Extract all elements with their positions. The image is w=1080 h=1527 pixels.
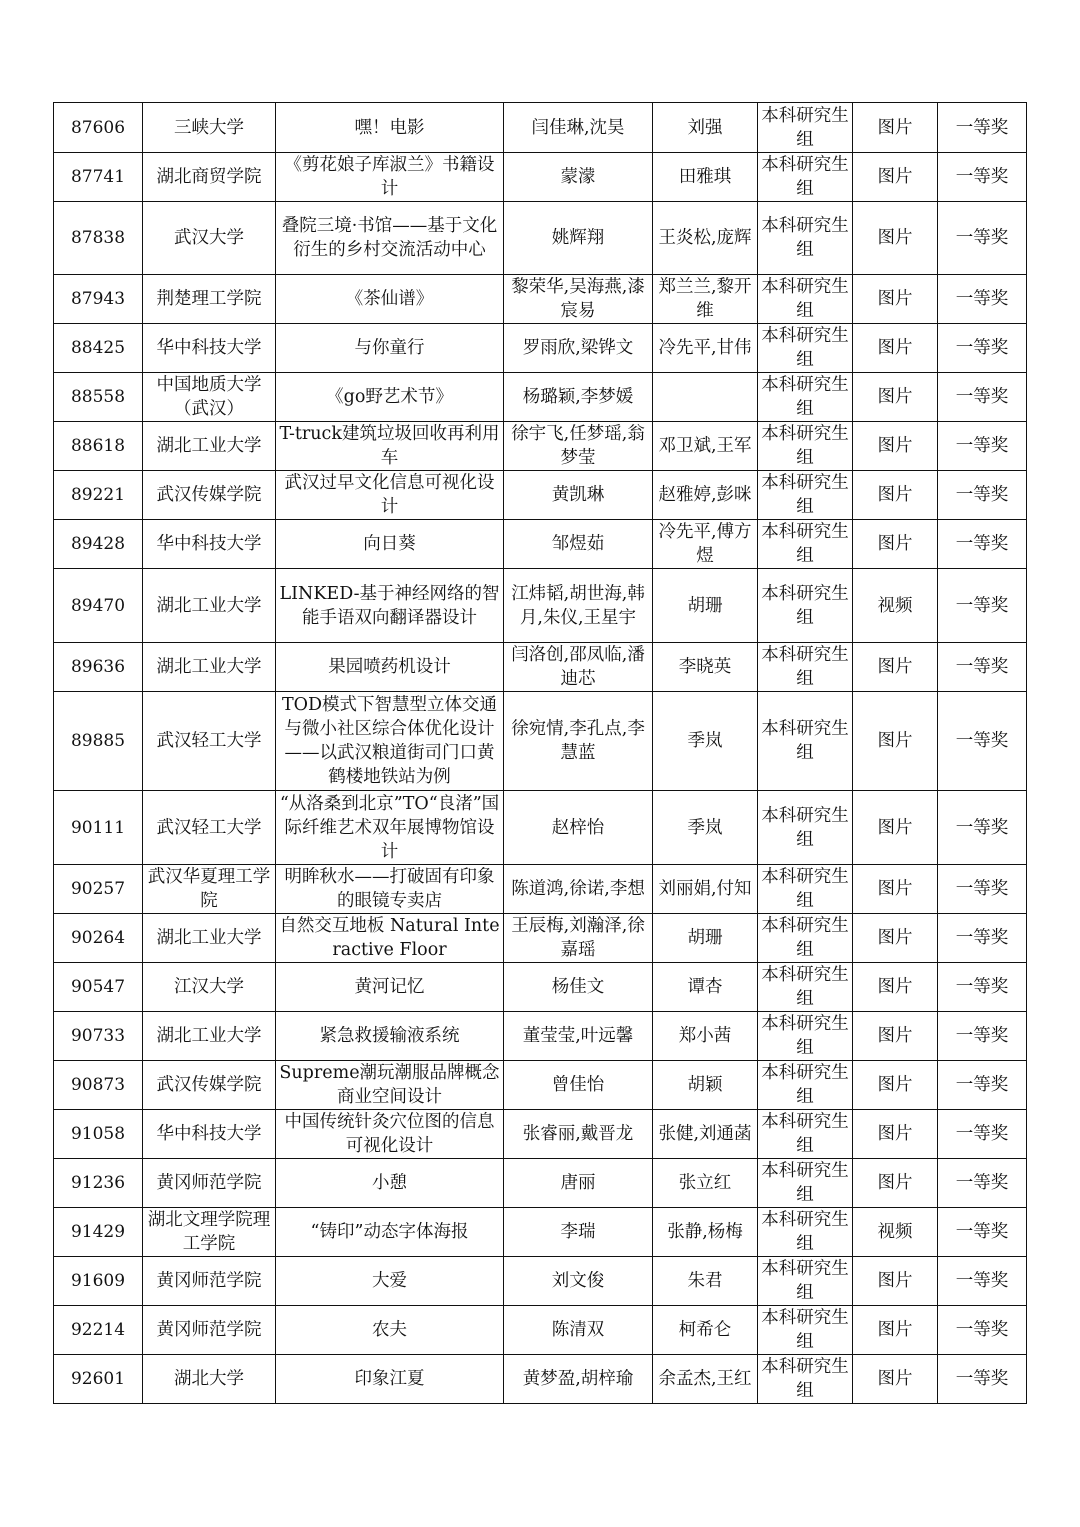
advisor-cell: 张立红 [653, 1159, 758, 1208]
advisor-cell: 刘丽娟,付知 [653, 865, 758, 914]
entry-id-cell: 89221 [54, 471, 143, 520]
entry-id-cell: 87943 [54, 275, 143, 324]
entry-id-cell: 88618 [54, 422, 143, 471]
work-title-cell: 中国传统针灸穴位图的信息可视化设计 [276, 1110, 504, 1159]
group-cell: 本科研究生组 [758, 1257, 853, 1306]
table-row [54, 373, 1027, 422]
school-cell: 华中科技大学 [143, 520, 276, 569]
entry-id-cell: 90264 [54, 914, 143, 963]
work-title-cell: T-truck建筑垃圾回收再利用车 [276, 422, 504, 471]
award-cell: 一等奖 [938, 373, 1027, 422]
school-cell: 湖北工业大学 [143, 914, 276, 963]
table-row [54, 471, 1027, 520]
entry-id-cell: 90733 [54, 1012, 143, 1061]
authors-cell: 刘文俊 [504, 1257, 653, 1306]
table-row [54, 692, 1027, 791]
work-title-cell: 《茶仙谱》 [276, 275, 504, 324]
work-title-cell: 紧急救援输液系统 [276, 1012, 504, 1061]
group-cell: 本科研究生组 [758, 373, 853, 422]
type-cell: 图片 [853, 791, 938, 865]
type-cell: 图片 [853, 275, 938, 324]
entry-id-cell: 88558 [54, 373, 143, 422]
work-title-cell: 印象江夏 [276, 1355, 504, 1404]
type-cell: 图片 [853, 1257, 938, 1306]
work-title-cell: 武汉过早文化信息可视化设计 [276, 471, 504, 520]
school-cell: 黄冈师范学院 [143, 1306, 276, 1355]
entry-id-cell: 90111 [54, 791, 143, 865]
work-title-cell: 《go野艺术节》 [276, 373, 504, 422]
type-cell: 图片 [853, 1110, 938, 1159]
group-cell: 本科研究生组 [758, 520, 853, 569]
award-table-body [54, 103, 1027, 1404]
group-cell: 本科研究生组 [758, 324, 853, 373]
advisor-cell: 冷先平,傅方煜 [653, 520, 758, 569]
table-row [54, 643, 1027, 692]
award-table-sheet [53, 102, 1026, 1404]
authors-cell: 董莹莹,叶远馨 [504, 1012, 653, 1061]
type-cell: 图片 [853, 914, 938, 963]
school-cell: 武汉轻工大学 [143, 692, 276, 791]
work-title-cell: 嘿！电影 [276, 103, 504, 153]
award-cell: 一等奖 [938, 643, 1027, 692]
group-cell: 本科研究生组 [758, 692, 853, 791]
advisor-cell [653, 373, 758, 422]
school-cell: 荆楚理工学院 [143, 275, 276, 324]
group-cell: 本科研究生组 [758, 914, 853, 963]
work-title-cell: “铸印”动态字体海报 [276, 1208, 504, 1257]
table-row [54, 1159, 1027, 1208]
authors-cell: 蒙濛 [504, 153, 653, 202]
work-title-cell: 黄河记忆 [276, 963, 504, 1012]
advisor-cell: 胡珊 [653, 569, 758, 643]
table-row [54, 791, 1027, 865]
table-row [54, 103, 1027, 153]
entry-id-cell: 91609 [54, 1257, 143, 1306]
advisor-cell: 赵雅婷,彭咪 [653, 471, 758, 520]
entry-id-cell: 89428 [54, 520, 143, 569]
award-cell: 一等奖 [938, 103, 1027, 153]
entry-id-cell: 87606 [54, 103, 143, 153]
work-title-cell: 果园喷药机设计 [276, 643, 504, 692]
award-cell: 一等奖 [938, 422, 1027, 471]
entry-id-cell: 90257 [54, 865, 143, 914]
type-cell: 视频 [853, 569, 938, 643]
award-cell: 一等奖 [938, 520, 1027, 569]
authors-cell: 杨佳文 [504, 963, 653, 1012]
award-cell: 一等奖 [938, 1257, 1027, 1306]
advisor-cell: 郑小茜 [653, 1012, 758, 1061]
group-cell: 本科研究生组 [758, 1012, 853, 1061]
type-cell: 图片 [853, 324, 938, 373]
table-row [54, 202, 1027, 275]
school-cell: 武汉传媒学院 [143, 1061, 276, 1110]
advisor-cell: 季岚 [653, 692, 758, 791]
type-cell: 图片 [853, 422, 938, 471]
entry-id-cell: 91236 [54, 1159, 143, 1208]
school-cell: 武汉华夏理工学院 [143, 865, 276, 914]
award-cell: 一等奖 [938, 914, 1027, 963]
work-title-cell: 大爱 [276, 1257, 504, 1306]
school-cell: 黄冈师范学院 [143, 1159, 276, 1208]
table-row [54, 569, 1027, 643]
work-title-cell: 向日葵 [276, 520, 504, 569]
group-cell: 本科研究生组 [758, 275, 853, 324]
entry-id-cell: 87741 [54, 153, 143, 202]
type-cell: 图片 [853, 1061, 938, 1110]
entry-id-cell: 92601 [54, 1355, 143, 1404]
table-row [54, 422, 1027, 471]
advisor-cell: 田雅琪 [653, 153, 758, 202]
authors-cell: 徐宇飞,任梦瑶,翁梦莹 [504, 422, 653, 471]
advisor-cell: 胡珊 [653, 914, 758, 963]
authors-cell: 徐宛情,李孔点,李慧蓝 [504, 692, 653, 791]
award-cell: 一等奖 [938, 791, 1027, 865]
table-row [54, 1110, 1027, 1159]
school-cell: 中国地质大学（武汉） [143, 373, 276, 422]
entry-id-cell: 89470 [54, 569, 143, 643]
award-cell: 一等奖 [938, 1208, 1027, 1257]
group-cell: 本科研究生组 [758, 643, 853, 692]
table-row [54, 1061, 1027, 1110]
group-cell: 本科研究生组 [758, 1061, 853, 1110]
entry-id-cell: 88425 [54, 324, 143, 373]
school-cell: 湖北文理学院理工学院 [143, 1208, 276, 1257]
table-row [54, 1012, 1027, 1061]
type-cell: 图片 [853, 865, 938, 914]
type-cell: 图片 [853, 1159, 938, 1208]
award-cell: 一等奖 [938, 153, 1027, 202]
advisor-cell: 郑兰兰,黎开维 [653, 275, 758, 324]
advisor-cell: 冷先平,甘伟 [653, 324, 758, 373]
type-cell: 图片 [853, 1355, 938, 1404]
award-cell: 一等奖 [938, 324, 1027, 373]
school-cell: 湖北工业大学 [143, 1012, 276, 1061]
advisor-cell: 季岚 [653, 791, 758, 865]
advisor-cell: 李晓英 [653, 643, 758, 692]
type-cell: 图片 [853, 202, 938, 275]
authors-cell: 唐丽 [504, 1159, 653, 1208]
school-cell: 江汉大学 [143, 963, 276, 1012]
table-row [54, 153, 1027, 202]
group-cell: 本科研究生组 [758, 1110, 853, 1159]
entry-id-cell: 89885 [54, 692, 143, 791]
type-cell: 视频 [853, 1208, 938, 1257]
type-cell: 图片 [853, 153, 938, 202]
group-cell: 本科研究生组 [758, 471, 853, 520]
type-cell: 图片 [853, 520, 938, 569]
award-cell: 一等奖 [938, 963, 1027, 1012]
school-cell: 黄冈师范学院 [143, 1257, 276, 1306]
advisor-cell: 刘强 [653, 103, 758, 153]
group-cell: 本科研究生组 [758, 202, 853, 275]
advisor-cell: 王炎松,庞辉 [653, 202, 758, 275]
authors-cell: 闫洛创,邵凤临,潘迪芯 [504, 643, 653, 692]
school-cell: 湖北工业大学 [143, 569, 276, 643]
award-table [53, 102, 1027, 1404]
work-title-cell: TOD模式下智慧型立体交通与微小社区综合体优化设计——以武汉粮道街司门口黄鹤楼地铁站为例 [276, 692, 504, 791]
advisor-cell: 张健,刘通菡 [653, 1110, 758, 1159]
table-row [54, 865, 1027, 914]
work-title-cell: 自然交互地板 Natural Interactive Floor [276, 914, 504, 963]
award-cell: 一等奖 [938, 692, 1027, 791]
table-row [54, 963, 1027, 1012]
authors-cell: 黄凯琳 [504, 471, 653, 520]
type-cell: 图片 [853, 963, 938, 1012]
authors-cell: 赵梓怡 [504, 791, 653, 865]
award-cell: 一等奖 [938, 1306, 1027, 1355]
award-cell: 一等奖 [938, 471, 1027, 520]
work-title-cell: 叠院三境·书馆——基于文化衍生的乡村交流活动中心 [276, 202, 504, 275]
table-row [54, 1208, 1027, 1257]
work-title-cell: LINKED-基于神经网络的智能手语双向翻译器设计 [276, 569, 504, 643]
work-title-cell: “从洛桑到北京”TO“良渚”国际纤维艺术双年展博物馆设计 [276, 791, 504, 865]
award-cell: 一等奖 [938, 569, 1027, 643]
group-cell: 本科研究生组 [758, 153, 853, 202]
table-row [54, 1257, 1027, 1306]
advisor-cell: 邓卫斌,王军 [653, 422, 758, 471]
authors-cell: 李瑞 [504, 1208, 653, 1257]
award-cell: 一等奖 [938, 275, 1027, 324]
school-cell: 武汉传媒学院 [143, 471, 276, 520]
group-cell: 本科研究生组 [758, 791, 853, 865]
group-cell: 本科研究生组 [758, 103, 853, 153]
authors-cell: 张睿丽,戴晋龙 [504, 1110, 653, 1159]
group-cell: 本科研究生组 [758, 1159, 853, 1208]
authors-cell: 黄梦盈,胡梓瑜 [504, 1355, 653, 1404]
award-cell: 一等奖 [938, 1110, 1027, 1159]
school-cell: 三峡大学 [143, 103, 276, 153]
advisor-cell: 余孟杰,王红 [653, 1355, 758, 1404]
type-cell: 图片 [853, 103, 938, 153]
school-cell: 湖北工业大学 [143, 643, 276, 692]
group-cell: 本科研究生组 [758, 1355, 853, 1404]
group-cell: 本科研究生组 [758, 963, 853, 1012]
authors-cell: 邹煜茹 [504, 520, 653, 569]
table-row [54, 275, 1027, 324]
award-cell: 一等奖 [938, 1012, 1027, 1061]
award-cell: 一等奖 [938, 1355, 1027, 1404]
type-cell: 图片 [853, 471, 938, 520]
advisor-cell: 朱君 [653, 1257, 758, 1306]
authors-cell: 王辰梅,刘瀚泽,徐嘉瑶 [504, 914, 653, 963]
award-cell: 一等奖 [938, 865, 1027, 914]
group-cell: 本科研究生组 [758, 1306, 853, 1355]
authors-cell: 姚辉翔 [504, 202, 653, 275]
entry-id-cell: 87838 [54, 202, 143, 275]
award-cell: 一等奖 [938, 1061, 1027, 1110]
group-cell: 本科研究生组 [758, 865, 853, 914]
type-cell: 图片 [853, 1306, 938, 1355]
authors-cell: 陈道鸿,徐诺,李想 [504, 865, 653, 914]
advisor-cell: 胡颖 [653, 1061, 758, 1110]
work-title-cell: Supreme潮玩潮服品牌概念商业空间设计 [276, 1061, 504, 1110]
advisor-cell: 张静,杨梅 [653, 1208, 758, 1257]
work-title-cell: 农夫 [276, 1306, 504, 1355]
authors-cell: 曾佳怡 [504, 1061, 653, 1110]
work-title-cell: 《剪花娘子库淑兰》书籍设计 [276, 153, 504, 202]
group-cell: 本科研究生组 [758, 1208, 853, 1257]
school-cell: 湖北大学 [143, 1355, 276, 1404]
table-row [54, 914, 1027, 963]
school-cell: 湖北工业大学 [143, 422, 276, 471]
school-cell: 华中科技大学 [143, 1110, 276, 1159]
authors-cell: 陈清双 [504, 1306, 653, 1355]
authors-cell: 杨璐颖,李梦媛 [504, 373, 653, 422]
type-cell: 图片 [853, 692, 938, 791]
entry-id-cell: 90547 [54, 963, 143, 1012]
entry-id-cell: 90873 [54, 1061, 143, 1110]
entry-id-cell: 91429 [54, 1208, 143, 1257]
group-cell: 本科研究生组 [758, 569, 853, 643]
type-cell: 图片 [853, 373, 938, 422]
group-cell: 本科研究生组 [758, 422, 853, 471]
work-title-cell: 小憩 [276, 1159, 504, 1208]
school-cell: 武汉轻工大学 [143, 791, 276, 865]
advisor-cell: 谭杏 [653, 963, 758, 1012]
authors-cell: 罗雨欣,梁铧文 [504, 324, 653, 373]
entry-id-cell: 89636 [54, 643, 143, 692]
table-row [54, 324, 1027, 373]
table-row [54, 1306, 1027, 1355]
table-row [54, 1355, 1027, 1404]
school-cell: 湖北商贸学院 [143, 153, 276, 202]
type-cell: 图片 [853, 1012, 938, 1061]
authors-cell: 黎荣华,吴海燕,漆宸易 [504, 275, 653, 324]
entry-id-cell: 91058 [54, 1110, 143, 1159]
award-cell: 一等奖 [938, 1159, 1027, 1208]
school-cell: 武汉大学 [143, 202, 276, 275]
authors-cell: 江炜韬,胡世海,韩月,朱仪,王星宇 [504, 569, 653, 643]
work-title-cell: 与你童行 [276, 324, 504, 373]
table-row [54, 520, 1027, 569]
school-cell: 华中科技大学 [143, 324, 276, 373]
entry-id-cell: 92214 [54, 1306, 143, 1355]
advisor-cell: 柯希仑 [653, 1306, 758, 1355]
type-cell: 图片 [853, 643, 938, 692]
authors-cell: 闫佳琳,沈昊 [504, 103, 653, 153]
work-title-cell: 明眸秋水——打破固有印象的眼镜专卖店 [276, 865, 504, 914]
award-cell: 一等奖 [938, 202, 1027, 275]
